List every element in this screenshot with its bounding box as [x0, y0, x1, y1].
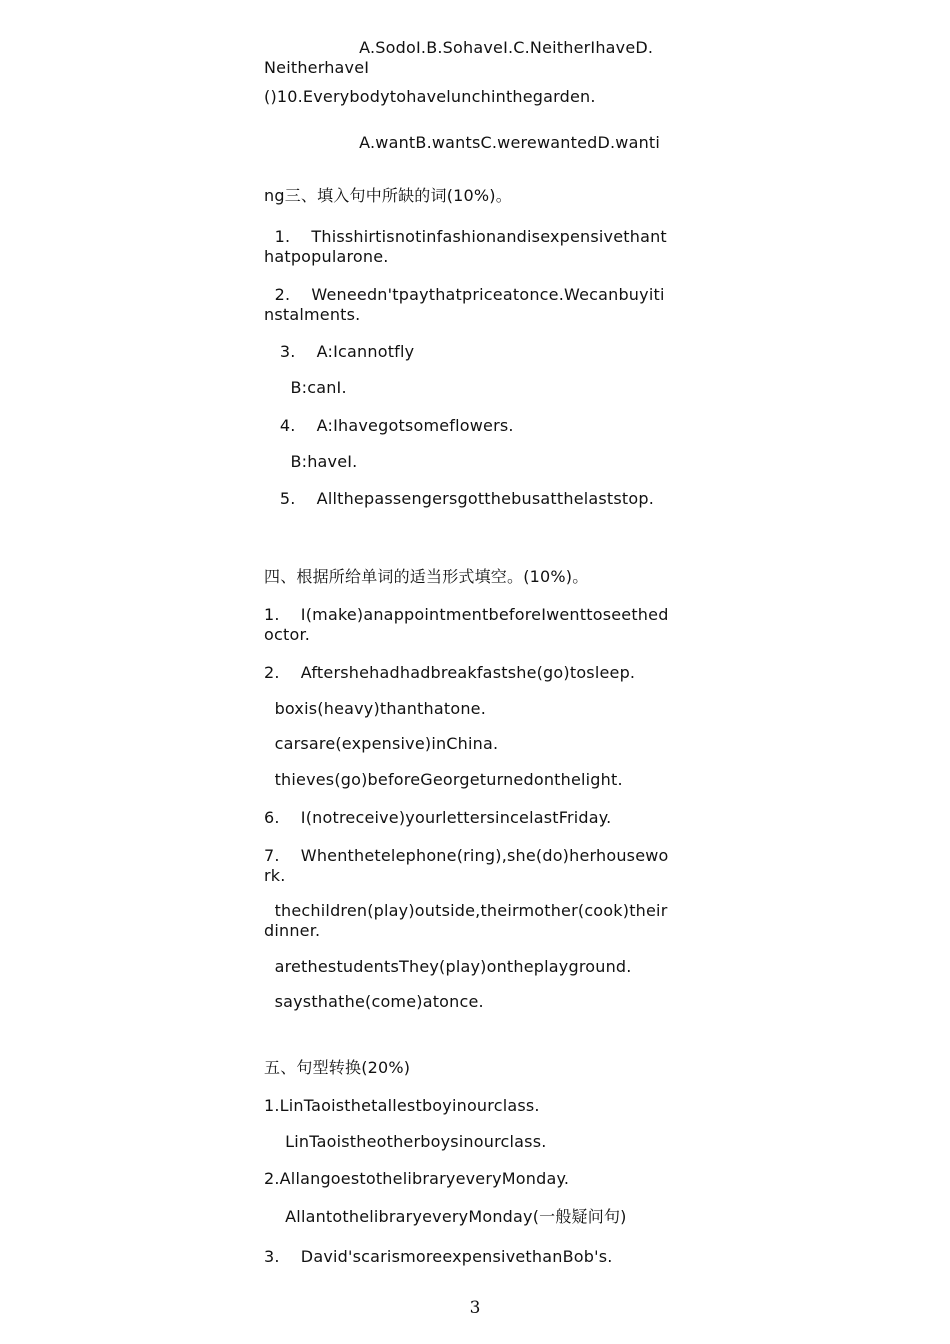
transform-item-1-blank: LinTaoistheotherboysinourclass. — [264, 1132, 547, 1151]
form-item-2: 2. Aftershehadhadbreakfastshe(go)tosleep. — [264, 663, 636, 682]
fill-item-2: 2. Weneedn'tpaythatpriceatonce.Wecanbuyiti nstalments. — [264, 285, 665, 324]
form-item-3: boxis(heavy)thanthatone. — [264, 699, 487, 718]
form-item-4: carsare(expensive)inChina. — [264, 734, 499, 753]
form-item-10: saysthathe(come)atonce. — [264, 992, 484, 1011]
option-line-10: A.wantB.wantsC.werewantedD.wanti — [264, 133, 661, 152]
transform-item-1: 1.LinTaoisthetallestboyinourclass. — [264, 1096, 540, 1115]
fill-item-4a: 4. A:Ihavegotsomeflowers. — [264, 416, 514, 435]
form-item-8: thechildren(play)outside,theirmother(cook)their dinner. — [264, 901, 668, 940]
fill-item-4b: B:haveI. — [264, 452, 358, 471]
fill-item-1: 1. Thisshirtisnotinfashionandisexpensivethant hatpopularone. — [264, 227, 667, 266]
page-number: 3 — [469, 1298, 481, 1318]
form-item-9: arethestudentsThey(play)ontheplayground. — [264, 957, 632, 976]
transform-item-2-blank: AllantothelibraryeveryMonday(一般疑问句) — [264, 1207, 627, 1226]
form-item-1: 1. I(make)anappointmentbeforeIwenttoseethed octor. — [264, 605, 669, 644]
fill-item-3a: 3. A:Icannotfly — [264, 342, 415, 361]
question-10: ()10.Everybodytohavelunchinthegarden. — [264, 87, 596, 106]
form-item-5: thieves(go)beforeGeorgeturnedonthelight. — [264, 770, 623, 789]
fill-item-3b: B:canI. — [264, 378, 347, 397]
transform-item-2: 2.AllangoestothelibraryeveryMonday. — [264, 1169, 570, 1188]
option-line-9: A.SodoI.B.SohaveI.C.NeitherIhaveD. NeitherhaveI — [264, 38, 654, 77]
transform-item-3: 3. David'scarismoreexpensivethanBob's. — [264, 1247, 613, 1266]
fill-item-5: 5. Allthepassengersgotthebusatthelaststop. — [264, 489, 655, 508]
section-4-heading: 四、根据所给单词的适当形式填空。(10%)。 — [264, 567, 589, 586]
section-3-heading: ng三、填入句中所缺的词(10%)。 — [264, 186, 512, 205]
form-item-6: 6. I(notreceive)yourlettersincelastFriday. — [264, 808, 612, 827]
section-5-heading: 五、句型转换(20%) — [264, 1058, 411, 1077]
form-item-7: 7. Whenthetelephone(ring),she(do)herhousewo rk. — [264, 846, 669, 885]
